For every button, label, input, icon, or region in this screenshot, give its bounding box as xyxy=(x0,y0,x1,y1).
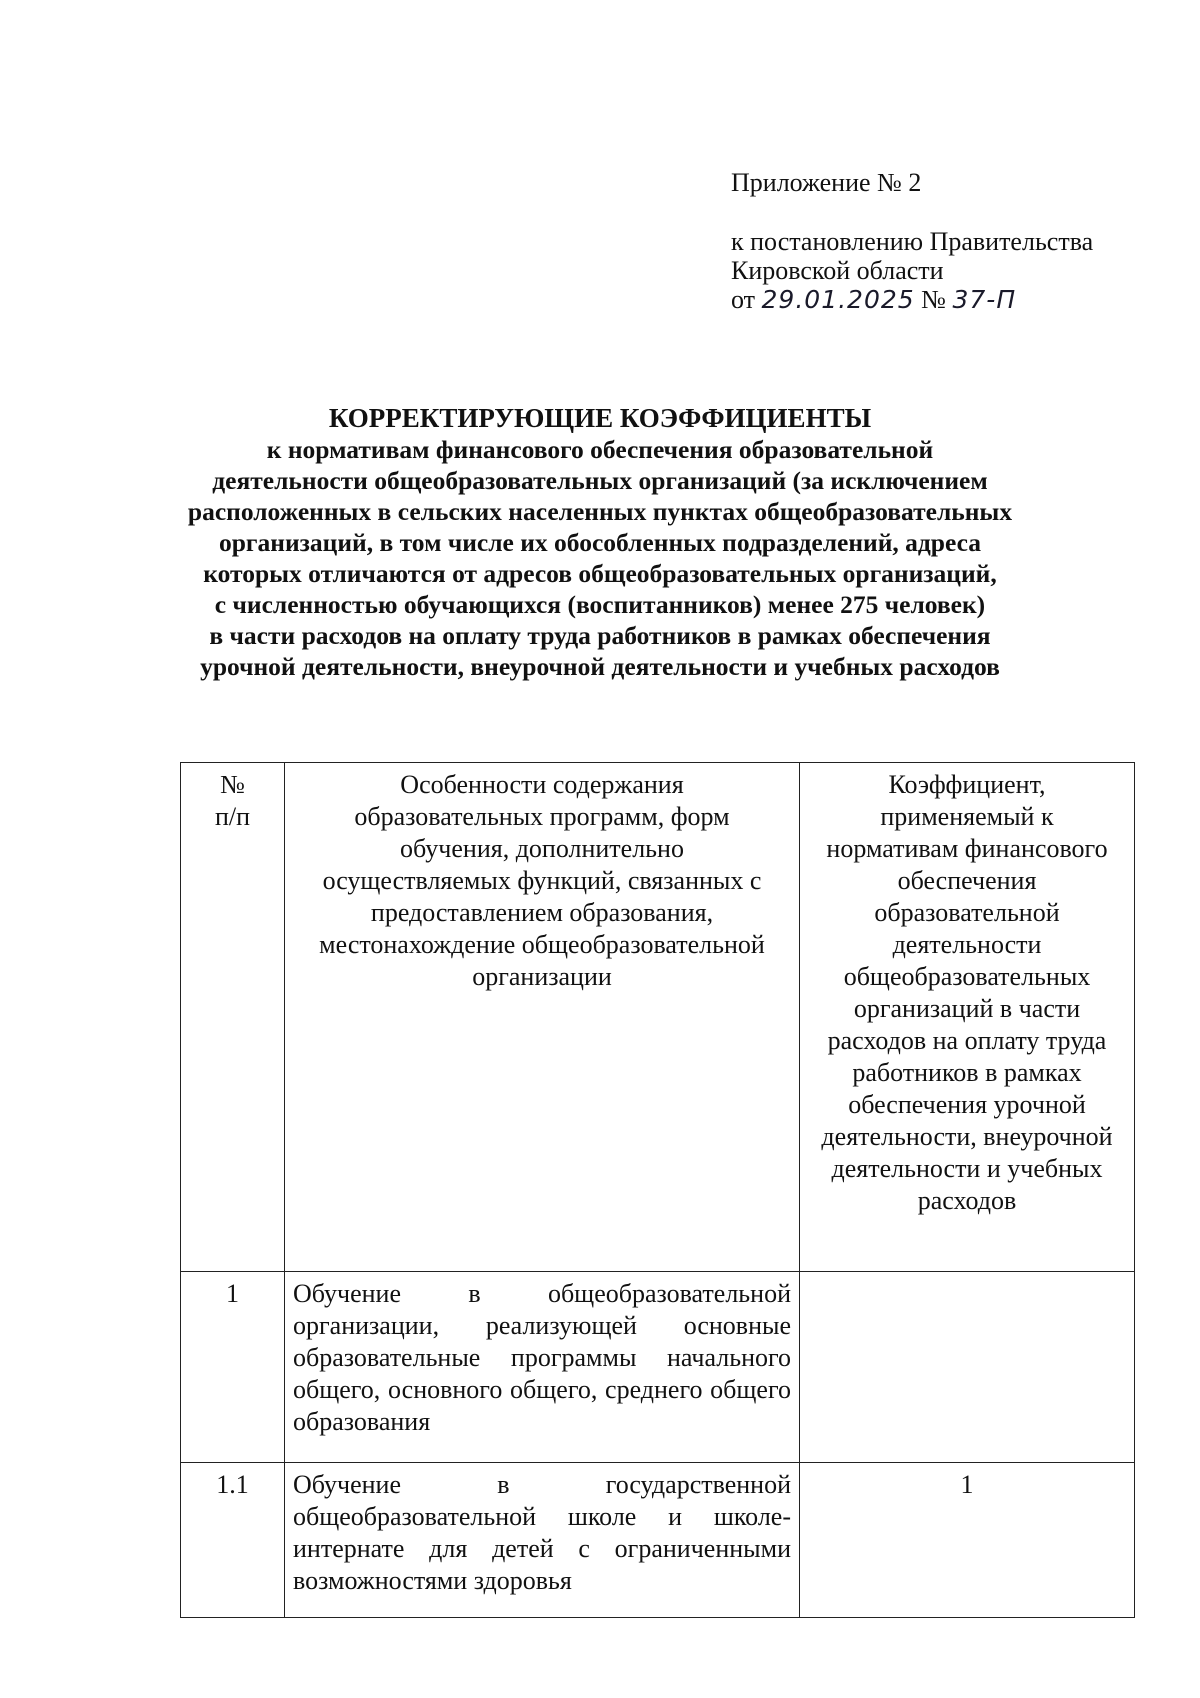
header-coefficient-line: образовательной xyxy=(874,898,1060,927)
header-coefficient-line: расходов на оплату труда xyxy=(827,1026,1107,1055)
header-coefficient-line: Коэффициент, xyxy=(888,770,1046,799)
header-features-cell xyxy=(285,763,800,1272)
header-coefficient-line: деятельности xyxy=(892,930,1042,959)
header-features-line: предоставлением образования, xyxy=(370,898,714,927)
heading-title: КОРРЕКТИРУЮЩИЕ КОЭФФИЦИЕНТЫ xyxy=(328,403,872,433)
annex-resolution-line: к постановлению Правительства xyxy=(731,227,1094,256)
header-features-line: образовательных программ, форм xyxy=(354,802,730,831)
header-coefficient-line: обеспечения урочной xyxy=(848,1090,1086,1119)
table-header-row xyxy=(181,763,1135,1272)
heading-line: урочной деятельности, внеурочной деятельности и учебных расходов xyxy=(200,652,1000,681)
heading-line: с численностью обучающихся (воспитанников) менее 275 человек) xyxy=(214,590,986,619)
header-coefficient-line: применяемый к xyxy=(880,802,1054,831)
heading-line: деятельности общеобразовательных организаций (за исключением xyxy=(212,466,988,495)
row-number-cell: 1.1 xyxy=(181,1463,285,1618)
handwritten-number: 37-П xyxy=(952,285,1017,314)
header-features-line: местонахождение общеобразовательной xyxy=(319,930,765,959)
header-coefficient-line: работников в рамках xyxy=(852,1058,1082,1087)
annex-date-line xyxy=(731,285,1151,314)
coefficients-table xyxy=(180,762,1135,1618)
header-features-line: осуществляемых функций, связанных с xyxy=(322,866,762,895)
row-text-cell: Обучение в общеобразовательной организации, реализующей основные образовательные программы начального общего, основного общего, среднего общего образования xyxy=(285,1272,800,1463)
heading-line: которых отличаются от адресов общеобразовательных организаций, xyxy=(203,559,997,588)
heading-line: расположенных в сельских населенных пунктах общеобразовательных xyxy=(187,497,1013,526)
row-coefficient-cell xyxy=(800,1272,1135,1463)
header-coefficient-line: нормативам финансового xyxy=(826,834,1108,863)
header-coefficient-line: общеобразовательных xyxy=(843,962,1091,991)
header-number-line: п/п xyxy=(214,802,251,831)
header-number-cell xyxy=(181,763,285,1272)
annex-block xyxy=(731,168,1151,314)
row-text-cell: Обучение в государственной общеобразовательной школе и школе-интернате для детей с ограниченными возможностями здоровья xyxy=(285,1463,800,1618)
handwritten-date: 29.01.2025 xyxy=(761,285,915,314)
row-coefficient-cell: 1 xyxy=(800,1463,1135,1618)
header-coefficient-cell xyxy=(800,763,1135,1272)
date-prefix: от xyxy=(731,285,756,314)
row-number-cell: 1 xyxy=(181,1272,285,1463)
header-number-line: № xyxy=(220,770,245,799)
heading-line: в части расходов на оплату труда работников в рамках обеспечения xyxy=(209,621,991,650)
annex-number: Приложение № 2 xyxy=(731,168,922,197)
header-coefficient-line: деятельности, внеурочной xyxy=(821,1122,1113,1151)
header-features-line: обучения, дополнительно xyxy=(400,834,684,863)
header-features-line: организации xyxy=(472,962,612,991)
header-coefficient-line: организаций в части xyxy=(853,994,1081,1023)
number-prefix: № xyxy=(921,285,946,314)
header-coefficient-line: обеспечения xyxy=(897,866,1037,895)
annex-region-line: Кировской области xyxy=(731,256,944,285)
header-coefficient-line: расходов xyxy=(917,1186,1017,1215)
heading-line: организаций, в том числе их обособленных подразделений, адреса xyxy=(219,528,981,557)
header-features-line: Особенности содержания xyxy=(400,770,684,799)
header-coefficient-line: деятельности и учебных xyxy=(831,1154,1103,1183)
document-heading xyxy=(140,402,1060,682)
table-row xyxy=(181,1463,1135,1618)
table-row xyxy=(181,1272,1135,1463)
heading-line: к нормативам финансового обеспечения образовательной xyxy=(266,435,934,464)
